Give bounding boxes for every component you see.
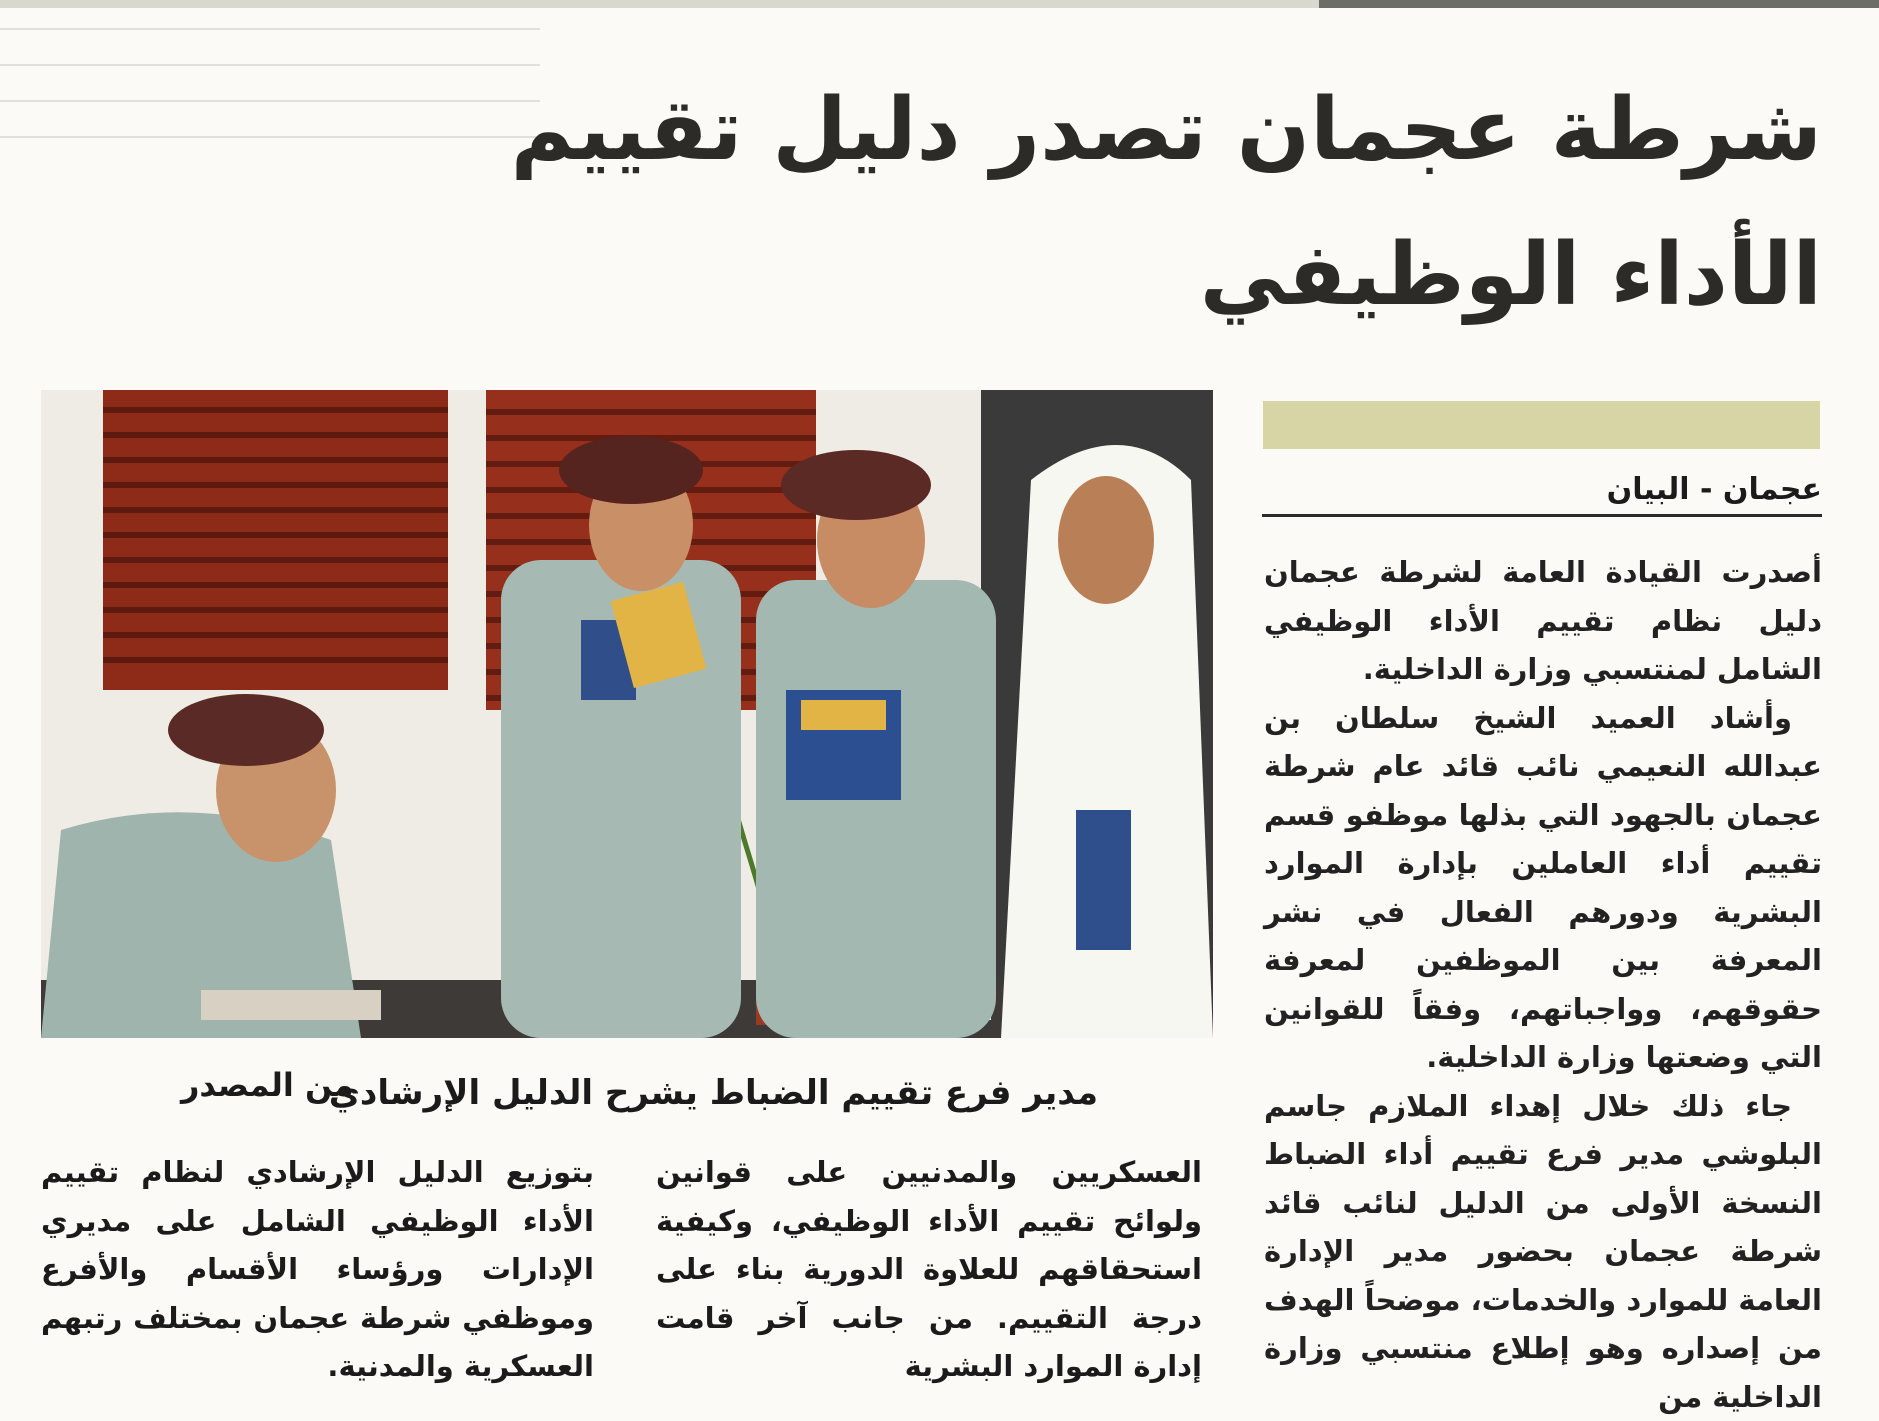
article-photo [41,390,1213,1038]
article-column-middle [656,1148,1202,1391]
article-column-left [41,1148,594,1391]
dateline: عجمان - البيان [1262,470,1822,517]
paragraph-5: بتوزيع الدليل الإرشادي لنظام تقييم الأداء الوظيفي الشامل على مديري الإدارات ورؤساء الأقسام والأفرع وموظفي شرطة عجمان بمختلف رتبهم العسكرية والمدنية. [41,1148,594,1391]
paragraph-4: العسكريين والمدنيين على قوانين ولوائح تقييم الأداء الوظيفي، وكيفية استحقاقهم للعلاوة الدورية بناء على درجة التقييم. من جانب آخر قامت إدارة الموارد البشرية [656,1148,1202,1391]
tag-bar [1263,401,1820,449]
civilian-in-kandura [1001,445,1213,1038]
top-rule-dark [1319,0,1879,8]
paragraph-2: وأشاد العميد الشيخ سلطان بن عبدالله النعيمي نائب قائد عام شرطة عجمان بالجهود التي بذلها موظفو قسم تقييم أداء العاملين بإدارة الموارد البشرية ودورهم الفعال في نشر المعرفة بين الموظفين لمعرفة حقوقهم، وواجباتهم، وفقاً للقوانين التي وضعتها وزارة الداخلية. [1264,694,1822,1082]
photo-caption-row [41,1065,1213,1121]
bleed-through-texture [0,10,540,200]
paragraph-1: أصدرت القيادة العامة لشرطة عجمان دليل نظام تقييم الأداء الوظيفي الشامل لمنتسبي وزارة الداخلية. [1264,548,1822,694]
paragraph-3: جاء ذلك خلال إهداء الملازم جاسم البلوشي مدير فرع تقييم أداء الضباط النسخة الأولى من الدليل لنائب قائد شرطة عجمان بحضور مدير الإدارة العامة للموارد والخدمات، موضحاً الهدف من إصداره وهو إطلاع منتسبي وزارة الداخلية من [1264,1082,1822,1421]
top-rule [0,0,1879,8]
photo-credit: من المصدر [181,1057,354,1113]
headline-line-1: شرطة عجمان تصدر دليل تقييم [472,80,1822,180]
photo-caption: مدير فرع تقييم الضباط يشرح الدليل الإرشادي [329,1065,1098,1121]
article-column-right [1264,548,1822,1421]
headline-line-2: الأداء الوظيفي [1122,225,1822,325]
officers-photo-illustration [41,390,1213,1038]
